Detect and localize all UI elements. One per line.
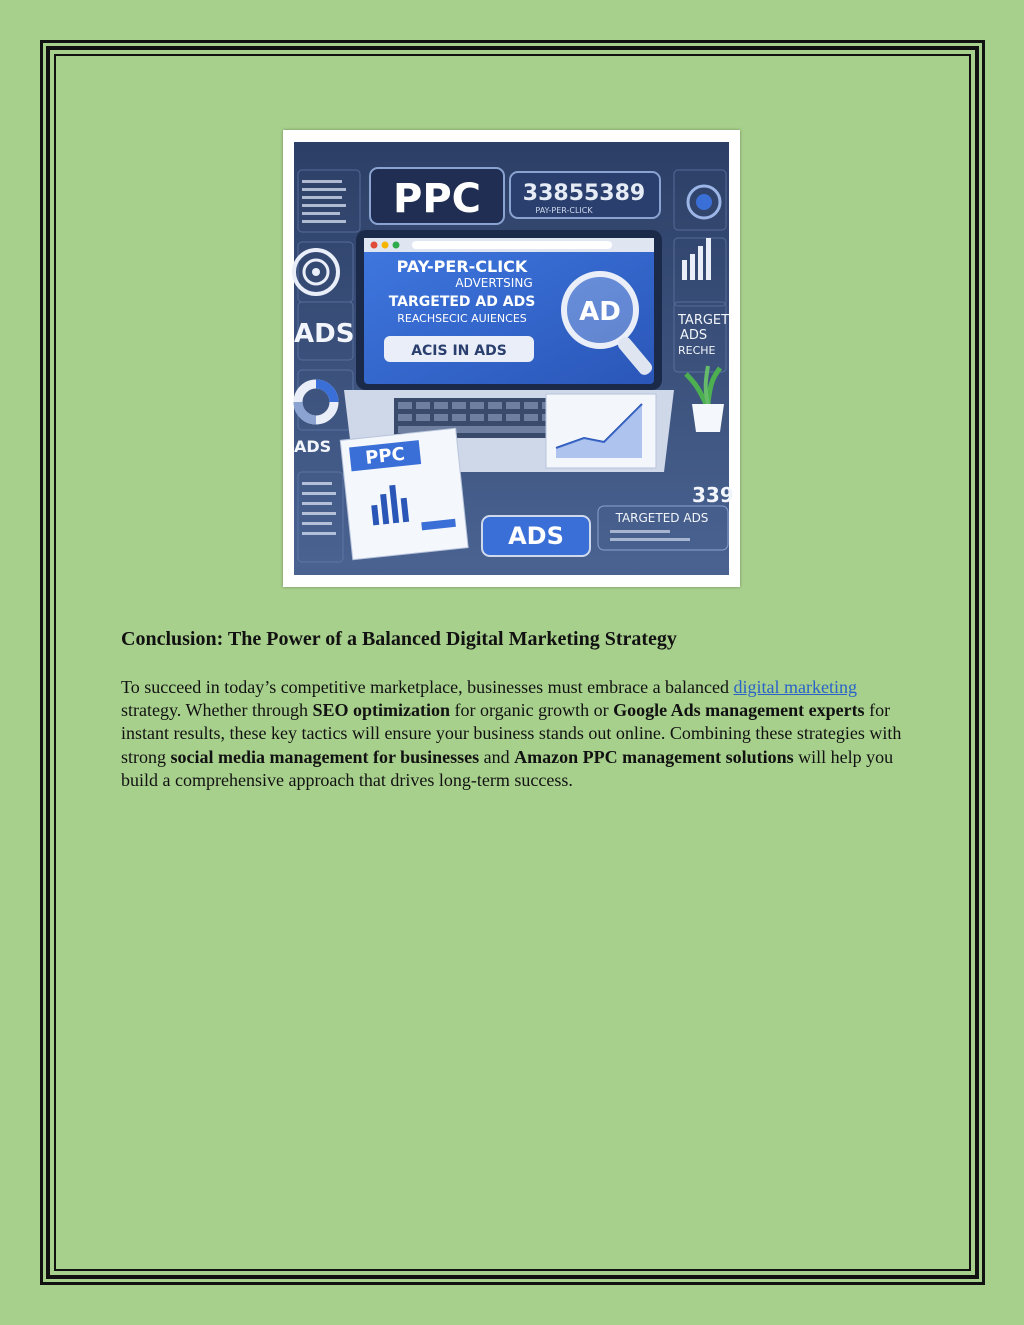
bottom-right-number: 339 (692, 483, 734, 507)
screen-button: ACIS IN ADS (411, 343, 507, 359)
article-paragraph (121, 676, 911, 792)
bottom-targeted-label: TARGETED ADS (615, 511, 709, 525)
left-ads-label: ADS (294, 319, 355, 349)
bottom-ads-button: ADS (508, 522, 564, 550)
magnifier-label: AD (579, 297, 621, 327)
counter-caption: PAY-PER-CLICK (535, 206, 593, 215)
seo-optimization-bold: SEO optimization (312, 700, 450, 721)
ppc-illustration (283, 130, 740, 587)
screen-line-4: REACHSECIC AUIENCES (397, 312, 527, 325)
ppc-illustration-graphic (294, 142, 734, 575)
paragraph-text-6: will help you build a comprehensive approach that drives long-term success. (121, 746, 894, 790)
paragraph-text-5: and (479, 746, 515, 767)
amazon-ppc-bold: Amazon PPC management solutions (514, 746, 794, 767)
right-targeted: TARGET (678, 313, 730, 328)
ppc-title: PPC (393, 176, 481, 222)
paragraph-text-1: To succeed in today’s competitive marketplace, businesses must embrace a balanced (121, 677, 734, 697)
screen-line-2: ADVERTSING (455, 276, 533, 290)
article-heading: Conclusion: The Power of a Balanced Digital Marketing Strategy (121, 628, 677, 650)
right-reach: RECHE (678, 344, 716, 357)
social-media-bold: social media management for businesses (170, 746, 480, 767)
paragraph-text-4: for instant results, these key tactics will ensure your business stands out online. Combining these strategies with strong (121, 700, 902, 767)
paragraph-text-2: strategy. Whether through (121, 700, 313, 721)
doc-ppc: PPC (364, 443, 406, 469)
google-ads-bold: Google Ads management experts (613, 700, 865, 721)
digital-marketing-link[interactable]: digital marketing (733, 677, 857, 697)
screen-line-3: TARGETED AD ADS (388, 294, 536, 310)
right-ads: ADS (680, 328, 708, 343)
screen-line-1: PAY-PER-CLICK (396, 257, 528, 276)
paragraph-text-3: for organic growth or (449, 700, 614, 721)
counter-value: 33855389 (522, 181, 646, 206)
left-ads-small-label: ADS (294, 437, 332, 456)
